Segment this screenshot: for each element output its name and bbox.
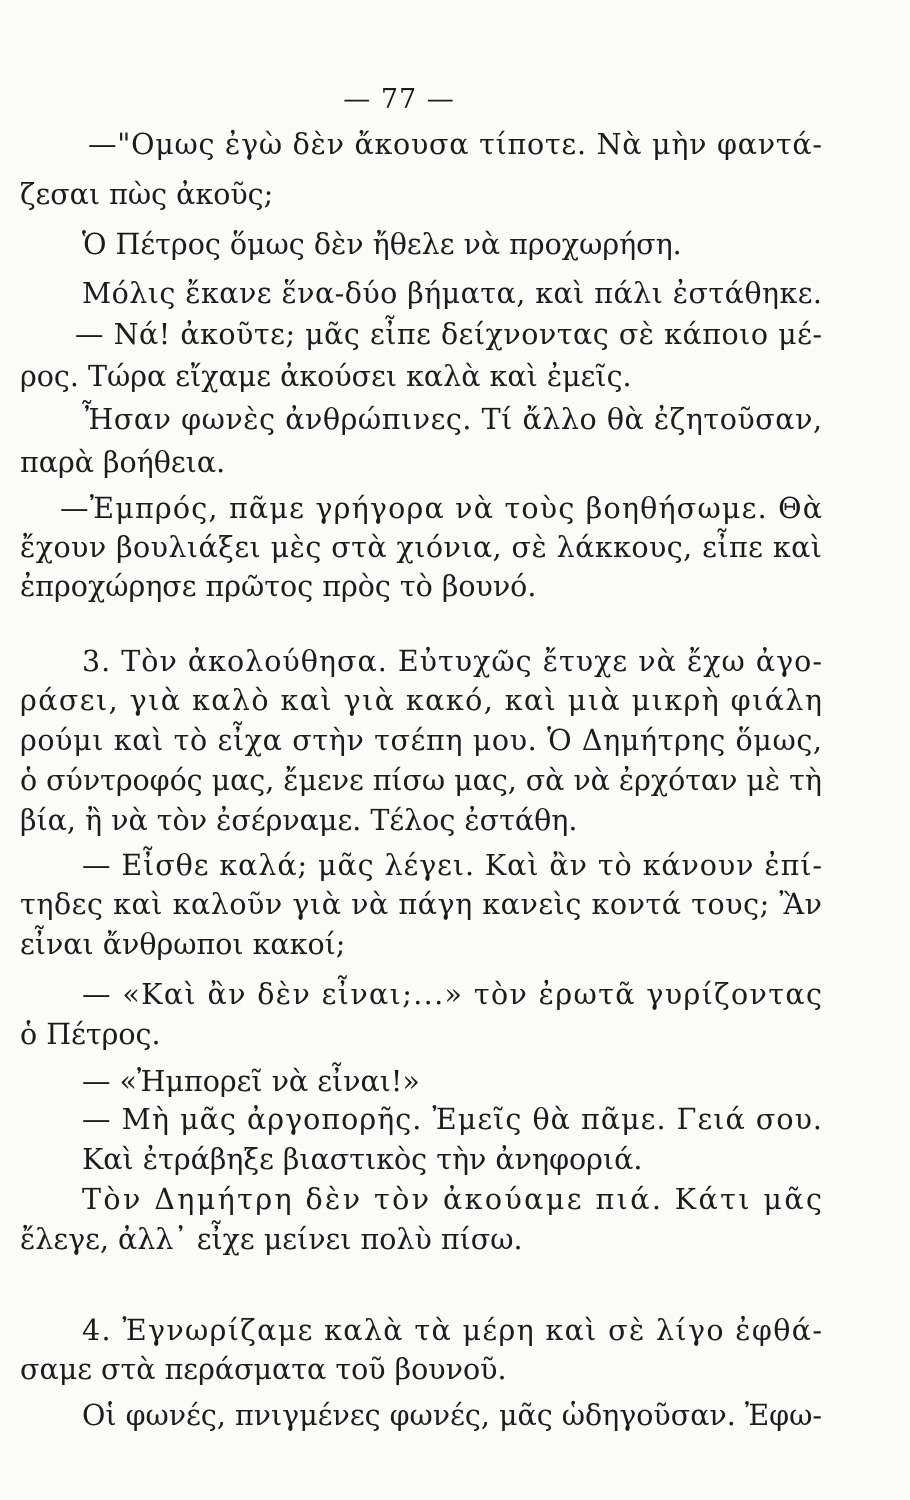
- text-line: — «Ἠμπορεῖ νὰ εἶναι!»: [82, 1065, 420, 1098]
- text-line: ρούμι καὶ τὸ εἶχα στὴν τσέπη μου. Ὁ Δημήτρης ὅμως,: [20, 724, 823, 757]
- text-line: Οἱ φωνές, πνιγμένες φωνές, μᾶς ὡδηγοῦσαν. Ἐφω-: [82, 1399, 823, 1432]
- text-line: σαμε στὰ περάσματα τοῦ βουνοῦ.: [20, 1353, 507, 1386]
- text-line: ὁ Πέτρος.: [20, 1018, 161, 1051]
- text-line: ὁ σύντροφός μας, ἔμενε πίσω μας, σὰ νὰ ἐρχόταν μὲ τὴ: [20, 764, 822, 797]
- text-line: παρὰ βοήθεια.: [20, 446, 226, 479]
- text-line: ἔχουν βουλιάξει μὲς στὰ χιόνια, σὲ λάκκους, εἶπε καὶ: [20, 531, 823, 564]
- text-line: ζεσαι πὼς ἀκοῦς;: [20, 178, 274, 211]
- text-line: εἶναι ἄνθρωποι κακοί;: [20, 928, 346, 961]
- text-line: ἐπροχώρησε πρῶτος πρὸς τὸ βουνό.: [20, 570, 537, 603]
- page-number: — 77 —: [343, 84, 455, 115]
- text-line: ράσει, γιὰ καλὸ καὶ γιὰ κακό, καὶ μιὰ μικρὴ φιάλη: [20, 684, 824, 717]
- text-line: Μόλις ἔκανε ἕνα-δύο βήματα, καὶ πάλι ἐστάθηκε.: [82, 277, 823, 310]
- text-line: ἔλεγε, ἀλλ᾽ εἶχε μείνει πολὺ πίσω.: [20, 1223, 523, 1256]
- text-line: βία, ἢ νὰ τὸν ἐσέρναμε. Τέλος ἐστάθη.: [20, 804, 578, 837]
- text-line: — «Καὶ ἂν δὲν εἶναι;...» τὸν ἐρωτᾶ γυρίζοντας: [82, 978, 824, 1011]
- text-line: Ἦσαν φωνὲς ἀνθρώπινες. Τί ἄλλο θὰ ἐζητοῦσαν,: [82, 403, 823, 436]
- text-line: 4. Ἐγνωρίζαμε καλὰ τὰ μέρη καὶ σὲ λίγο ἐφθά-: [82, 1314, 824, 1347]
- text-line: — Εἶσθε καλά; μᾶς λέγει. Καὶ ἂν τὸ κάνουν ἐπί-: [82, 849, 823, 882]
- text-line: —Ἐμπρός, πᾶμε γρήγορα νὰ τοὺς βοηθήσωμε. Θὰ: [60, 492, 824, 525]
- text-line: — Νά! ἀκοῦτε; μᾶς εἶπε δείχνοντας σὲ κάποιο μέ-: [75, 318, 823, 351]
- text-line: — Μὴ μᾶς ἀργοπορῆς. Ἐμεῖς θὰ πᾶμε. Γειά σου.: [82, 1103, 824, 1136]
- text-line: Ὁ Πέτρος ὅμως δὲν ἤθελε νὰ προχωρήση.: [82, 228, 682, 261]
- text-line: 3. Τὸν ἀκολούθησα. Εὐτυχῶς ἔτυχε νὰ ἔχω ἀγο-: [82, 645, 823, 678]
- text-line: ρος. Τώρα εἴχαμε ἀκούσει καλὰ καὶ ἐμεῖς.: [20, 360, 632, 393]
- text-line: —"Ομως ἐγὼ δὲν ἄκουσα τίποτε. Νὰ μὴν φαντά-: [88, 128, 823, 161]
- text-line: τηδες καὶ καλοῦν γιὰ νὰ πάγη κανεὶς κοντά τους; Ἂν: [20, 888, 823, 921]
- text-line: Καὶ ἐτράβηξε βιαστικὸς τὴν ἀνηφοριά.: [82, 1143, 643, 1176]
- text-line: Τὸν Δημήτρη δὲν τὸν ἀκούαμε πιά. Κάτι μᾶς: [82, 1183, 825, 1216]
